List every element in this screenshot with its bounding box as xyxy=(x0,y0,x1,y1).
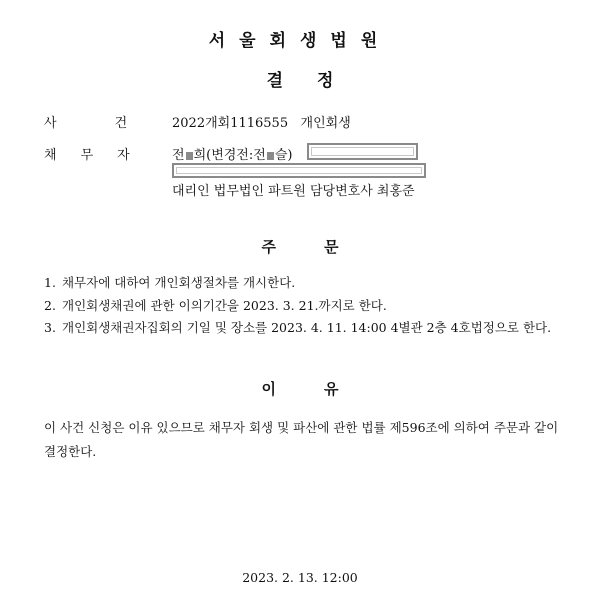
order-item-number: 3. xyxy=(44,320,56,335)
debtor-name-part: 희(변경전:전 xyxy=(193,148,266,163)
debtor-name-part: 슬) xyxy=(274,148,293,163)
order-heading: 주문 xyxy=(261,238,387,256)
document-title: 결정 xyxy=(266,71,368,91)
order-item-text: 채무자에 대하여 개인회생절차를 개시한다. xyxy=(62,275,296,290)
order-item xyxy=(44,296,584,316)
decision-date: 2023. 2. 13. 12:00 xyxy=(242,570,358,585)
debtor-label-char: 무 xyxy=(80,148,98,163)
order-item-text: 개인회생채권에 관한 이의기간을 2023. 3. 21.까지로 한다. xyxy=(62,298,387,313)
redaction-mark xyxy=(267,152,274,160)
order-item xyxy=(44,273,584,293)
case-value xyxy=(172,112,351,131)
order-item-text: 개인회생채권자집회의 기일 및 장소를 2023. 4. 11. 14:00 4별관 2층 4호법정으로 한다. xyxy=(62,320,552,335)
debtor-label-char: 자 xyxy=(117,148,134,163)
reason-text: 이 사건 신청은 이유 있으므로 채무자 회생 및 파산에 관한 법률 제596조에 의하여 주문과 같이 결정한다. xyxy=(44,420,559,459)
redacted-address-line-2 xyxy=(172,163,426,178)
debtor-label-char: 채 xyxy=(44,148,61,163)
debtor-representative: 대리인 법무법인 파트원 담당변호사 최홍준 xyxy=(172,184,415,199)
reason-heading: 이유 xyxy=(261,380,387,398)
redaction-mark xyxy=(186,152,193,160)
debtor-name xyxy=(172,144,292,163)
case-type: 개인회생 xyxy=(300,116,351,131)
case-label-char: 사 xyxy=(44,116,61,131)
case-number: 2022개회1116555 xyxy=(172,116,289,131)
order-item-number: 2. xyxy=(44,298,56,313)
order-item-number: 1. xyxy=(44,275,56,290)
debtor-label xyxy=(44,144,134,163)
case-label xyxy=(44,112,131,131)
redacted-address-line-1 xyxy=(307,143,418,160)
case-label-char: 건 xyxy=(114,116,132,131)
debtor-name-part: 전 xyxy=(172,148,185,163)
order-item xyxy=(44,318,580,338)
court-name: 서울회생법원 xyxy=(208,31,392,51)
